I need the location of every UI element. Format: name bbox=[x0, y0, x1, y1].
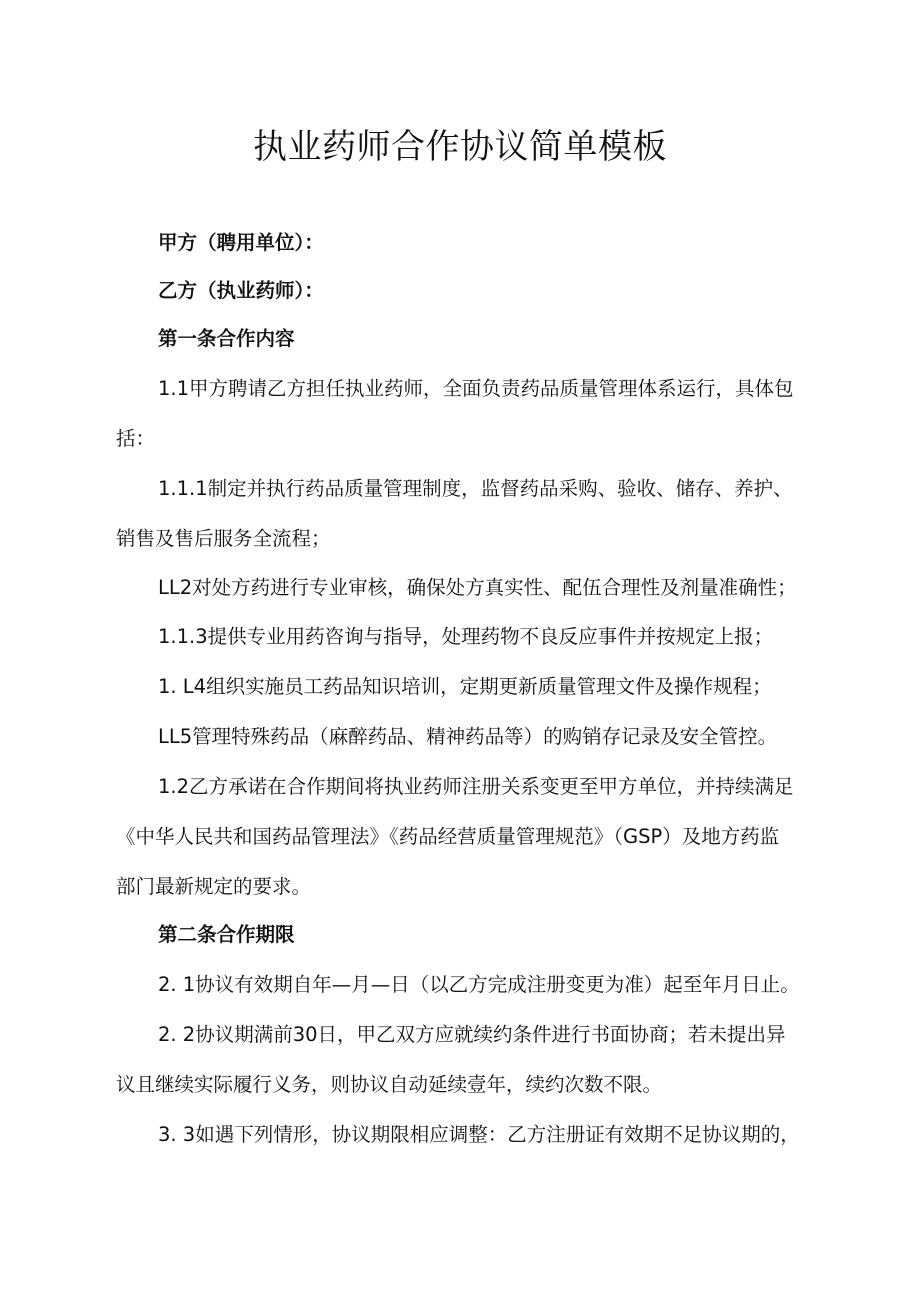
clause-1-1-4: 1. L4组织实施员工药品知识培训，定期更新质量管理文件及操作规程； bbox=[158, 675, 772, 698]
clause-2-1: 2. 1协议有效期自年—月—日（以乙方完成注册变更为准）起至年月日止。 bbox=[158, 973, 800, 996]
clause-1-2-line-3: 部门最新规定的要求。 bbox=[116, 875, 312, 898]
clause-1-1-2: LL2对处方药进行专业审核，确保处方真实性、配伍合理性及剂量准确性； bbox=[158, 576, 797, 599]
party-a-label: 甲方（聘用单位）： bbox=[158, 231, 324, 254]
clause-2-2-line-2: 议且继续实际履行义务，则协议自动延续壹年，续约次数不限。 bbox=[116, 1073, 663, 1096]
clause-2-3-line-1: 3. 3如遇下列情形，协议期限相应调整：乙方注册证有效期不足协议期的， bbox=[158, 1123, 800, 1146]
article-2-heading: 第二条合作期限 bbox=[158, 923, 295, 946]
document-title: 执业药师合作协议简单模板 bbox=[253, 127, 667, 167]
clause-1-1-line-2: 括： bbox=[116, 427, 156, 450]
clause-1-1-5: LL5管理特殊药品（麻醉药品、精神药品等）的购销存记录及安全管控。 bbox=[158, 725, 778, 748]
article-1-heading: 第一条合作内容 bbox=[158, 327, 295, 350]
party-b-label: 乙方（执业药师）： bbox=[158, 279, 324, 302]
clause-1-2-line-2: 《中华人民共和国药品管理法》《药品经营质量管理规范》（GSP）及地方药监 bbox=[116, 825, 780, 848]
clause-2-2-line-1: 2. 2协议期满前30日，甲乙双方应就续约条件进行书面协商；若未提出异 bbox=[158, 1023, 786, 1046]
clause-1-2-line-1: 1.2乙方承诺在合作期间将执业药师注册关系变更至甲方单位，并持续满足 bbox=[158, 775, 794, 798]
clause-1-1-line-1: 1.1甲方聘请乙方担任执业药师，全面负责药品质量管理体系运行，具体包 bbox=[158, 377, 794, 400]
clause-1-1-1-line-2: 销售及售后服务全流程； bbox=[116, 527, 331, 550]
clause-1-1-1-line-1: 1.1.1制定并执行药品质量管理制度，监督药品采购、验收、储存、养护、 bbox=[158, 477, 793, 500]
clause-1-1-3: 1.1.3提供专业用药咨询与指导，处理药物不良反应事件并按规定上报； bbox=[158, 625, 774, 648]
